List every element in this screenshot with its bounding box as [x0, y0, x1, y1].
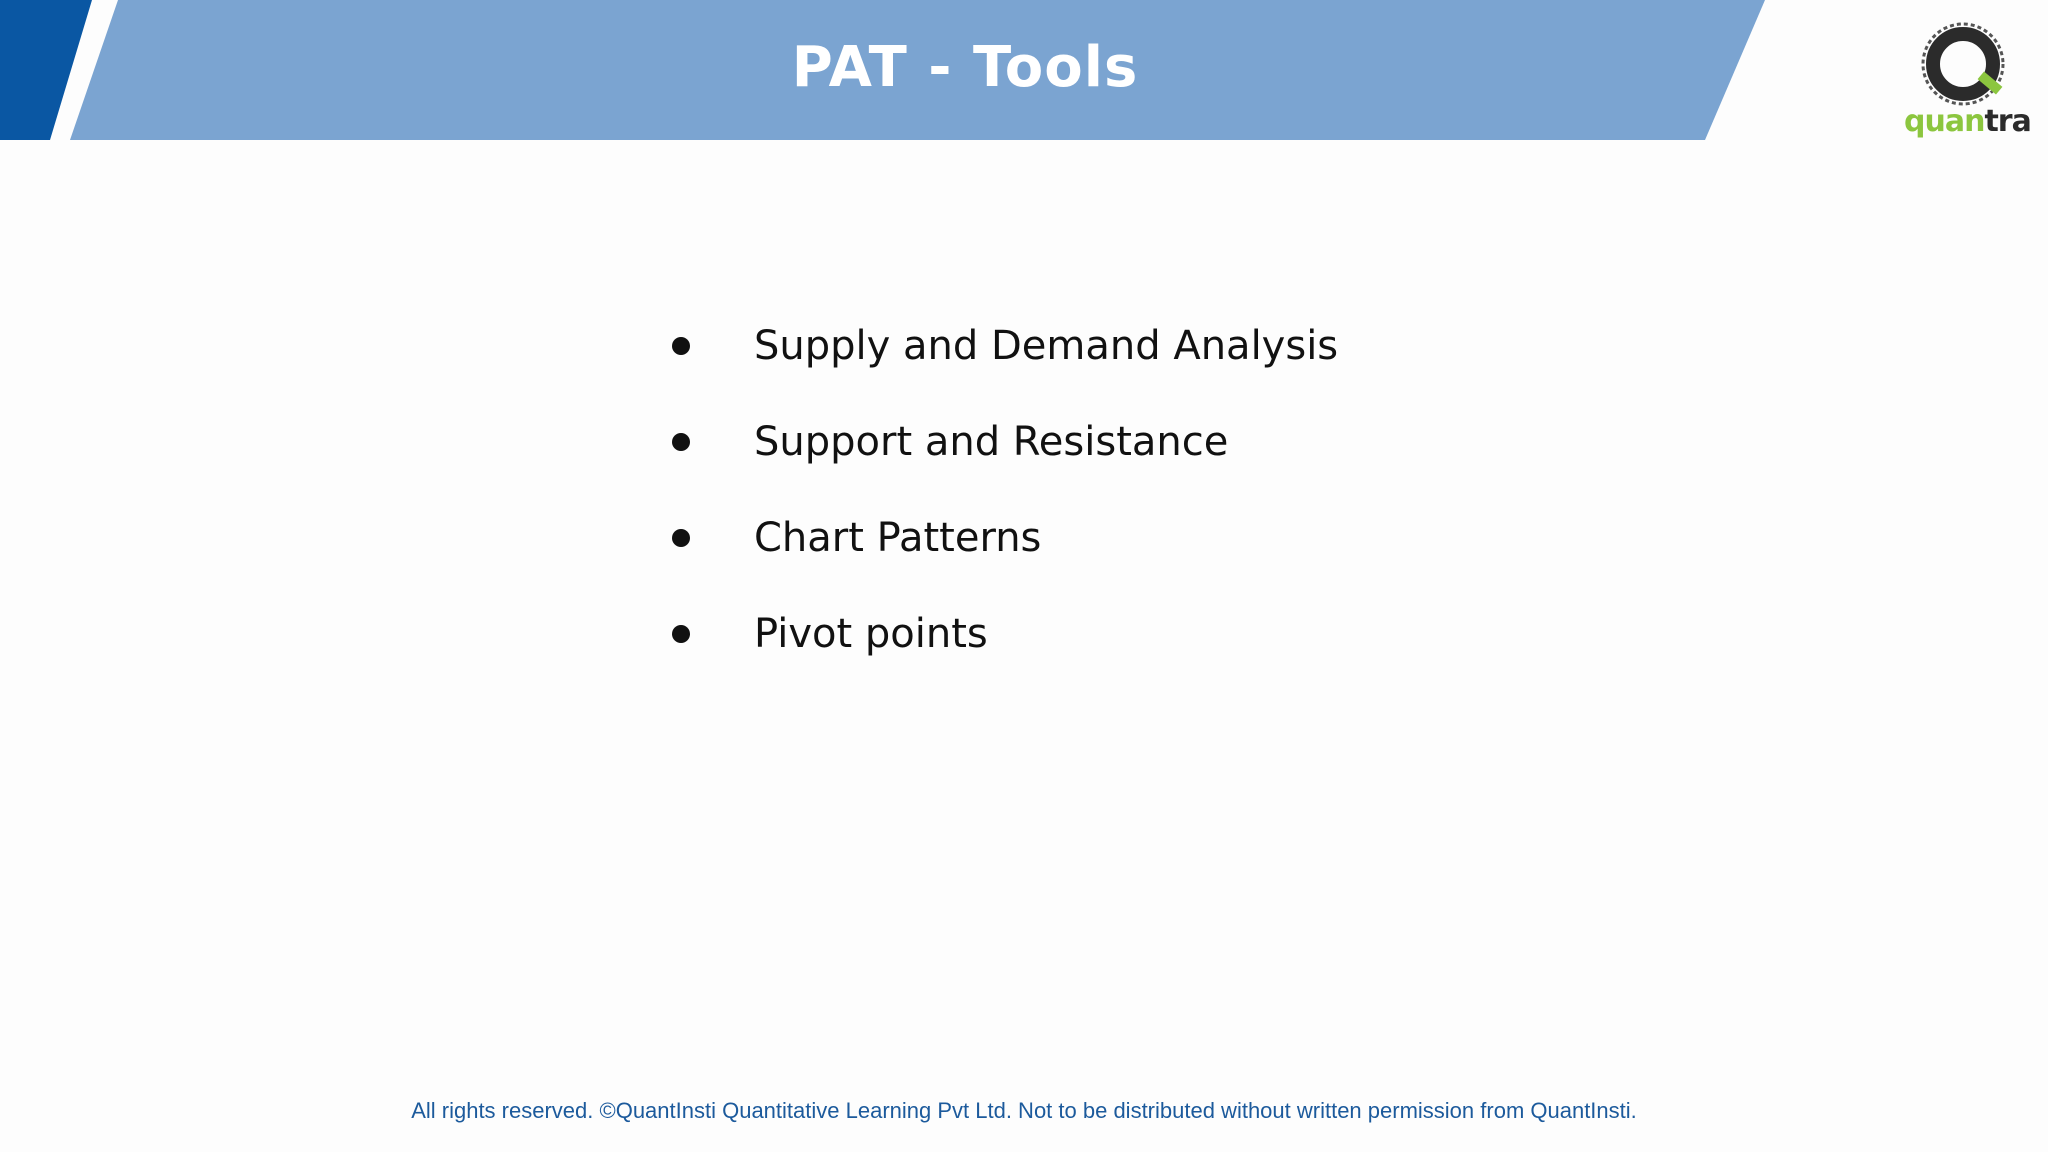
bullet-text: Chart Patterns — [754, 515, 1042, 561]
bullet-text: Support and Resistance — [754, 419, 1229, 465]
copyright-footer: All rights reserved. ©QuantInsti Quantitative Learning Pvt Ltd. Not to be distributed without written permission from QuantInsti. — [411, 1098, 1637, 1123]
bullet-dot-icon — [672, 625, 690, 643]
bullet-dot-icon — [672, 433, 690, 451]
bullet-item — [668, 298, 1338, 394]
wordmark-highlight: tra — [1984, 104, 2031, 139]
bullet-item — [668, 490, 1338, 586]
bullet-item — [668, 586, 1338, 682]
bullet-text: Supply and Demand Analysis — [754, 323, 1339, 369]
wordmark-main: quan — [1904, 104, 1985, 139]
bullet-dot-icon — [672, 529, 690, 547]
quantra-wordmark — [1904, 102, 2030, 142]
bullet-text: Pivot points — [754, 611, 988, 657]
slide-title: PAT - Tools — [791, 35, 1139, 100]
bullet-item — [668, 394, 1338, 490]
quantra-q-icon — [1920, 18, 2010, 108]
quantra-logo — [1900, 18, 2030, 144]
bullet-dot-icon — [672, 337, 690, 355]
bullet-list — [668, 298, 1338, 682]
